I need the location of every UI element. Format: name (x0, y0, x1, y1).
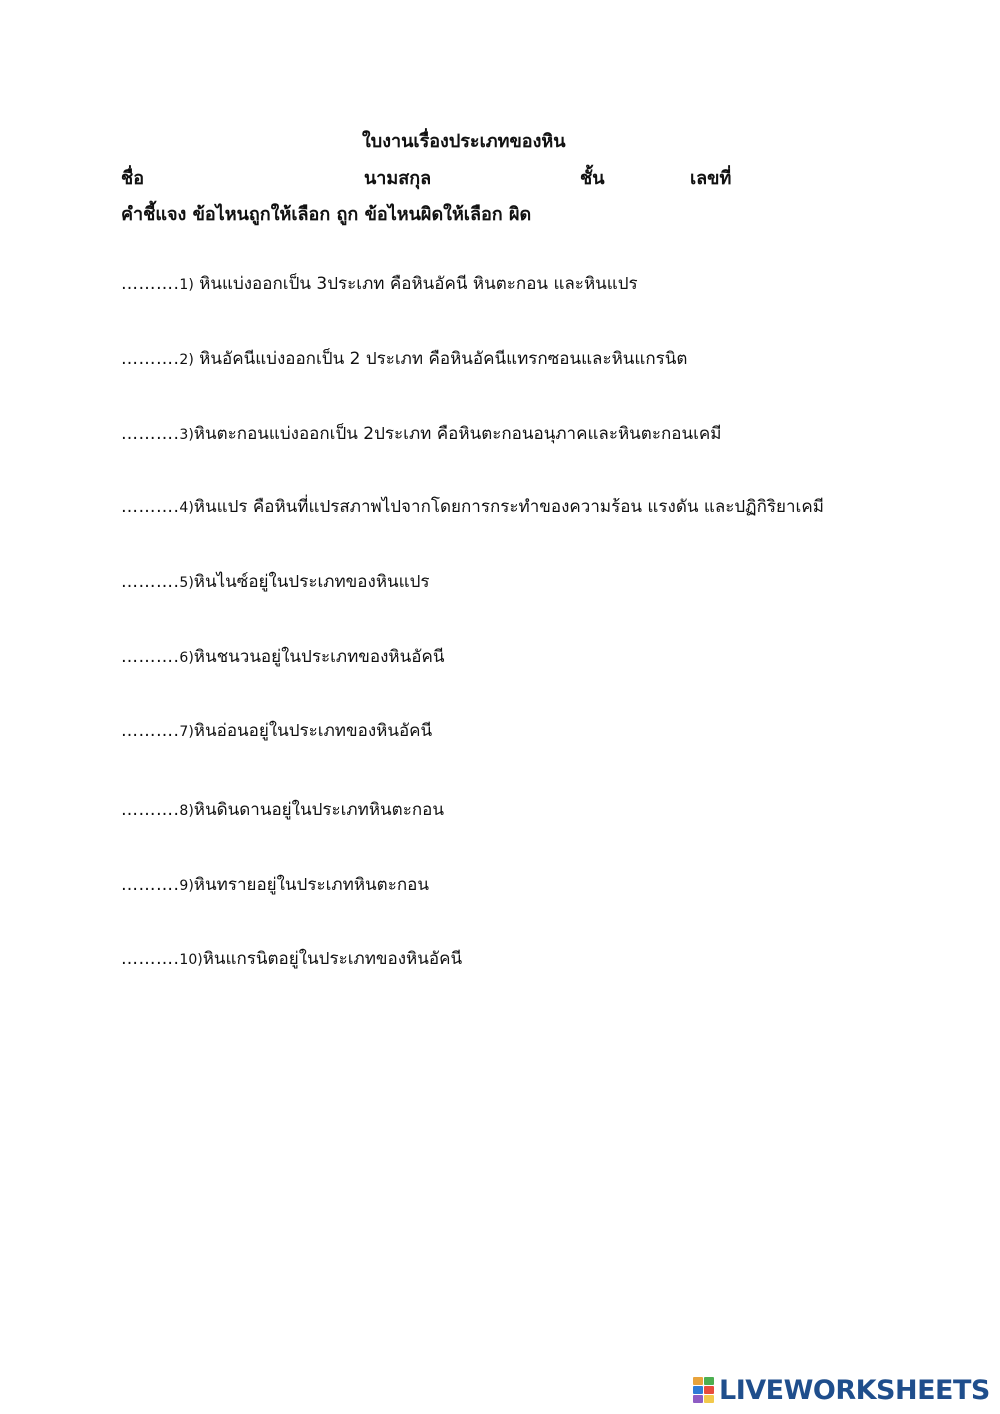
question-9 (121, 871, 429, 898)
liveworksheets-logo-icon (693, 1377, 715, 1403)
worksheet-title: ใบงานเรื่องประเภทของหิน (362, 131, 566, 152)
brand-wordmark: LIVEWORKSHEETS (719, 1374, 990, 1406)
answer-blank-3[interactable]: ………. (121, 424, 180, 444)
answer-blank-4[interactable]: ………. (121, 497, 180, 517)
question-number: 3) (179, 427, 194, 443)
question-text: หินอัคนีแบ่งออกเป็น 2 ประเภท คือหินอัคนีแทรกซอนและหินแกรนิต (193, 349, 688, 369)
question-text: หินดินดานอยู่ในประเภทหินตะกอน (193, 800, 444, 820)
question-text: หินทรายอยู่ในประเภทหินตะกอน (193, 875, 429, 895)
question-number: 8) (179, 803, 194, 819)
question-text: หินแปร คือหินที่แปรสภาพไปจากโดยการกระทำของความร้อน แรงดัน และปฏิกิริยาเคมี (193, 497, 824, 517)
answer-blank-6[interactable]: ………. (121, 647, 180, 667)
question-10 (121, 945, 462, 972)
answer-blank-9[interactable]: ………. (121, 875, 180, 895)
question-5 (121, 568, 430, 595)
answer-blank-10[interactable]: ………. (121, 949, 180, 969)
question-text: หินไนซ์อยู่ในประเภทของหินแปร (193, 572, 430, 592)
answer-blank-5[interactable]: ………. (121, 572, 180, 592)
question-text: หินอ่อนอยู่ในประเภทของหินอัคนี (193, 721, 433, 741)
instruction-text: คำชี้แจง ข้อไหนถูกให้เลือก ถูก ข้อไหนผิดให้เลือก ผิด (121, 204, 532, 225)
question-number: 4) (179, 500, 194, 516)
question-text: หินตะกอนแบ่งออกเป็น 2ประเภท คือหินตะกอนอนุภาคและหินตะกอนเคมี (193, 424, 722, 444)
answer-blank-7[interactable]: ………. (121, 721, 180, 741)
question-text: หินแกรนิตอยู่ในประเภทของหินอัคนี (202, 949, 463, 969)
question-6 (121, 643, 444, 670)
question-2 (121, 345, 687, 372)
surname-label: นามสกุล (364, 168, 432, 189)
question-number: 10) (179, 952, 203, 968)
answer-blank-1[interactable]: ………. (121, 274, 180, 294)
question-4 (121, 493, 824, 520)
liveworksheets-brand[interactable] (693, 1374, 990, 1406)
question-number: 7) (179, 724, 194, 740)
question-number: 1) (179, 277, 194, 293)
question-8 (121, 796, 444, 823)
question-1 (121, 270, 638, 297)
question-7 (121, 717, 432, 744)
student-number-label: เลขที่ (690, 168, 732, 189)
answer-blank-8[interactable]: ………. (121, 800, 180, 820)
question-text: หินแบ่งออกเป็น 3ประเภท คือหินอัคนี หินตะกอน และหินแปร (193, 274, 638, 294)
question-3 (121, 420, 721, 447)
question-number: 6) (179, 650, 194, 666)
name-label: ชื่อ (121, 168, 145, 189)
question-number: 5) (179, 575, 194, 591)
question-number: 2) (179, 352, 194, 368)
class-label: ชั้น (580, 168, 605, 189)
question-text: หินชนวนอยู่ในประเภทของหินอัคนี (193, 647, 445, 667)
question-number: 9) (179, 878, 194, 894)
answer-blank-2[interactable]: ………. (121, 349, 180, 369)
